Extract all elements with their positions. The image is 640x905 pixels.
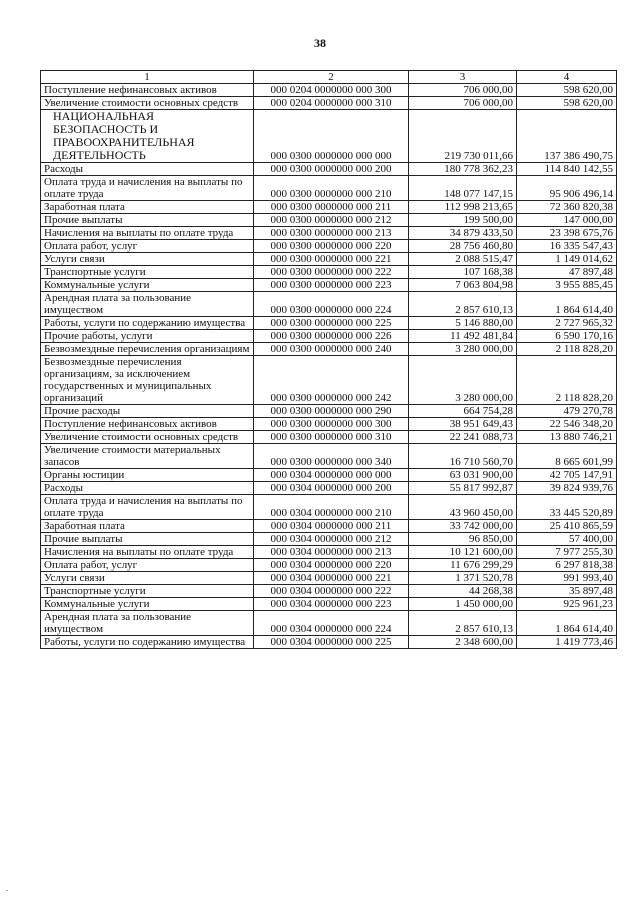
row-value-cell-3: 38 951 649,43 [409,418,517,431]
row-name-cell: Арендная плата за пользование имуществом [41,292,254,317]
row-value-cell-3: 96 850,00 [409,533,517,546]
row-name-cell: Начисления на выплаты по оплате труда [41,227,254,240]
row-name-cell: Прочие выплаты [41,214,254,227]
row-code-cell: 000 0304 0000000 000 213 [254,546,409,559]
row-value-cell-4: 598 620,00 [517,97,617,110]
row-value-cell-4: 7 977 255,30 [517,546,617,559]
row-code-cell: 000 0304 0000000 000 212 [254,533,409,546]
row-value-cell-4: 6 590 170,16 [517,330,617,343]
row-value-cell-3: 2 348 600,00 [409,636,517,649]
row-value-cell-3: 2 088 515,47 [409,253,517,266]
row-value-cell-4: 1 149 014,62 [517,253,617,266]
row-value-cell-4: 25 410 865,59 [517,520,617,533]
row-value-cell-3: 1 450 000,00 [409,598,517,611]
row-name-cell: Коммунальные услуги [41,279,254,292]
row-name-cell: Оплата работ, услуг [41,559,254,572]
row-name-cell: Расходы [41,163,254,176]
table-row [41,469,617,482]
row-code-cell: 000 0300 0000000 000 213 [254,227,409,240]
row-value-cell-3: 3 280 000,00 [409,356,517,405]
row-name-cell: Оплата труда и начисления на выплаты по оплате труда [41,495,254,520]
row-value-cell-4: 8 665 601,99 [517,444,617,469]
table-row [41,431,617,444]
table-row [41,292,617,317]
row-value-cell-4: 33 445 520,89 [517,495,617,520]
row-value-cell-4: 47 897,48 [517,266,617,279]
row-name-cell: Прочие выплаты [41,533,254,546]
header-row [41,71,617,84]
column-header-2: 2 [254,71,409,84]
row-code-cell: 000 0300 0000000 000 210 [254,176,409,201]
column-header-1: 1 [41,71,254,84]
row-code-cell: 000 0300 0000000 000 224 [254,292,409,317]
row-code-cell: 000 0300 0000000 000 310 [254,431,409,444]
row-value-cell-3: 2 857 610,13 [409,292,517,317]
row-code-cell: 000 0304 0000000 000 222 [254,585,409,598]
row-name-cell: НАЦИОНАЛЬНАЯ БЕЗОПАСНОСТЬ И ПРАВООХРАНИТЕЛЬНАЯ ДЕЯТЕЛЬНОСТЬ [41,110,254,163]
table-row [41,559,617,572]
row-value-cell-4: 22 546 348,20 [517,418,617,431]
table-row [41,214,617,227]
row-name-cell: Работы, услуги по содержанию имущества [41,317,254,330]
row-name-cell: Безвозмездные перечисления организациям, за исключением государственных и муниципальных организаций [41,356,254,405]
row-value-cell-4: 147 000,00 [517,214,617,227]
row-value-cell-3: 706 000,00 [409,84,517,97]
table-row [41,227,617,240]
row-code-cell: 000 0300 0000000 000 226 [254,330,409,343]
table-row [41,97,617,110]
row-value-cell-4: 16 335 547,43 [517,240,617,253]
row-value-cell-3: 11 676 299,29 [409,559,517,572]
row-code-cell: 000 0304 0000000 000 200 [254,482,409,495]
row-code-cell: 000 0304 0000000 000 223 [254,598,409,611]
table-header [41,71,617,84]
row-value-cell-4: 35 897,48 [517,585,617,598]
row-value-cell-3: 22 241 088,73 [409,431,517,444]
table-row [41,253,617,266]
table-row [41,240,617,253]
row-value-cell-4: 23 398 675,76 [517,227,617,240]
row-code-cell: 000 0304 0000000 000 211 [254,520,409,533]
page-number: 38 [314,36,326,50]
table-row [41,533,617,546]
row-code-cell: 000 0300 0000000 000 223 [254,279,409,292]
margin-mark: . [6,884,8,893]
row-value-cell-4: 1 419 773,46 [517,636,617,649]
row-name-cell: Увеличение стоимости основных средств [41,97,254,110]
row-value-cell-4: 2 727 965,32 [517,317,617,330]
row-value-cell-3: 664 754,28 [409,405,517,418]
row-value-cell-3: 112 998 213,65 [409,201,517,214]
row-name-cell: Арендная плата за пользование имуществом [41,611,254,636]
row-value-cell-3: 44 268,38 [409,585,517,598]
row-code-cell: 000 0300 0000000 000 300 [254,418,409,431]
table-row [41,611,617,636]
row-name-cell: Расходы [41,482,254,495]
row-code-cell: 000 0304 0000000 000 221 [254,572,409,585]
table-row [41,330,617,343]
row-name-cell: Заработная плата [41,201,254,214]
row-code-cell: 000 0300 0000000 000 340 [254,444,409,469]
row-code-cell: 000 0304 0000000 000 000 [254,469,409,482]
row-value-cell-4: 72 360 820,38 [517,201,617,214]
column-header-3: 3 [409,71,517,84]
row-code-cell: 000 0300 0000000 000 220 [254,240,409,253]
row-name-cell: Работы, услуги по содержанию имущества [41,636,254,649]
table-row [41,444,617,469]
row-value-cell-3: 3 280 000,00 [409,343,517,356]
table-row [41,495,617,520]
table-row [41,176,617,201]
row-code-cell: 000 0204 0000000 000 300 [254,84,409,97]
row-value-cell-3: 199 500,00 [409,214,517,227]
column-header-4: 4 [517,71,617,84]
row-name-cell: Увеличение стоимости основных средств [41,431,254,444]
row-code-cell: 000 0300 0000000 000 000 [254,110,409,163]
row-name-cell: Безвозмездные перечисления организациям [41,343,254,356]
table-row [41,546,617,559]
row-code-cell: 000 0300 0000000 000 290 [254,405,409,418]
row-name-cell: Органы юстиции [41,469,254,482]
row-value-cell-4: 114 840 142,55 [517,163,617,176]
table-row [41,598,617,611]
row-value-cell-3: 5 146 880,00 [409,317,517,330]
row-code-cell: 000 0300 0000000 000 225 [254,317,409,330]
table-row [41,266,617,279]
row-name-cell: Коммунальные услуги [41,598,254,611]
row-name-cell: Поступление нефинансовых активов [41,418,254,431]
row-code-cell: 000 0300 0000000 000 221 [254,253,409,266]
row-name-cell: Прочие расходы [41,405,254,418]
row-code-cell: 000 0300 0000000 000 240 [254,343,409,356]
row-code-cell: 000 0300 0000000 000 211 [254,201,409,214]
table-row [41,636,617,649]
table-row [41,317,617,330]
row-value-cell-3: 10 121 600,00 [409,546,517,559]
row-code-cell: 000 0304 0000000 000 220 [254,559,409,572]
row-value-cell-4: 6 297 818,38 [517,559,617,572]
row-name-cell: Оплата труда и начисления на выплаты по оплате труда [41,176,254,201]
row-value-cell-4: 991 993,40 [517,572,617,585]
row-value-cell-3: 7 063 804,98 [409,279,517,292]
row-value-cell-3: 2 857 610,13 [409,611,517,636]
row-value-cell-3: 11 492 481,84 [409,330,517,343]
row-code-cell: 000 0304 0000000 000 210 [254,495,409,520]
table-body [41,84,617,649]
row-value-cell-3: 16 710 560,70 [409,444,517,469]
row-code-cell: 000 0300 0000000 000 242 [254,356,409,405]
row-name-cell: Прочие работы, услуги [41,330,254,343]
row-code-cell: 000 0300 0000000 000 200 [254,163,409,176]
row-value-cell-3: 55 817 992,87 [409,482,517,495]
row-value-cell-4: 1 864 614,40 [517,292,617,317]
row-value-cell-3: 1 371 520,78 [409,572,517,585]
row-name-cell: Начисления на выплаты по оплате труда [41,546,254,559]
row-value-cell-3: 63 031 900,00 [409,469,517,482]
row-value-cell-4: 42 705 147,91 [517,469,617,482]
row-value-cell-4: 2 118 828,20 [517,343,617,356]
row-value-cell-4: 95 906 496,14 [517,176,617,201]
row-name-cell: Заработная плата [41,520,254,533]
row-value-cell-3: 33 742 000,00 [409,520,517,533]
table-row [41,520,617,533]
row-value-cell-4: 2 118 828,20 [517,356,617,405]
table-row [41,482,617,495]
row-value-cell-3: 28 756 460,80 [409,240,517,253]
row-value-cell-3: 43 960 450,00 [409,495,517,520]
row-name-cell: Услуги связи [41,572,254,585]
budget-table [40,70,617,649]
row-name-cell: Транспортные услуги [41,266,254,279]
table-row [41,356,617,405]
row-code-cell: 000 0304 0000000 000 225 [254,636,409,649]
table-row [41,110,617,163]
table-row [41,279,617,292]
row-value-cell-3: 107 168,38 [409,266,517,279]
row-value-cell-4: 39 824 939,76 [517,482,617,495]
row-code-cell: 000 0204 0000000 000 310 [254,97,409,110]
table-row [41,163,617,176]
table-row [41,585,617,598]
table-row [41,405,617,418]
row-name-cell: Поступление нефинансовых активов [41,84,254,97]
table-row [41,572,617,585]
row-value-cell-4: 3 955 885,45 [517,279,617,292]
table-row [41,418,617,431]
table-row [41,201,617,214]
row-name-cell: Транспортные услуги [41,585,254,598]
row-value-cell-3: 148 077 147,15 [409,176,517,201]
row-value-cell-3: 706 000,00 [409,97,517,110]
table-row [41,84,617,97]
row-value-cell-3: 180 778 362,23 [409,163,517,176]
row-value-cell-4: 1 864 614,40 [517,611,617,636]
row-value-cell-4: 479 270,78 [517,405,617,418]
row-name-cell: Оплата работ, услуг [41,240,254,253]
row-code-cell: 000 0300 0000000 000 212 [254,214,409,227]
row-code-cell: 000 0304 0000000 000 224 [254,611,409,636]
row-value-cell-4: 137 386 490,75 [517,110,617,163]
row-code-cell: 000 0300 0000000 000 222 [254,266,409,279]
row-name-cell: Услуги связи [41,253,254,266]
row-value-cell-4: 598 620,00 [517,84,617,97]
table-row [41,343,617,356]
row-name-cell: Увеличение стоимости материальных запасов [41,444,254,469]
row-value-cell-4: 13 880 746,21 [517,431,617,444]
row-value-cell-3: 219 730 011,66 [409,110,517,163]
row-value-cell-3: 34 879 433,50 [409,227,517,240]
row-value-cell-4: 925 961,23 [517,598,617,611]
row-value-cell-4: 57 400,00 [517,533,617,546]
